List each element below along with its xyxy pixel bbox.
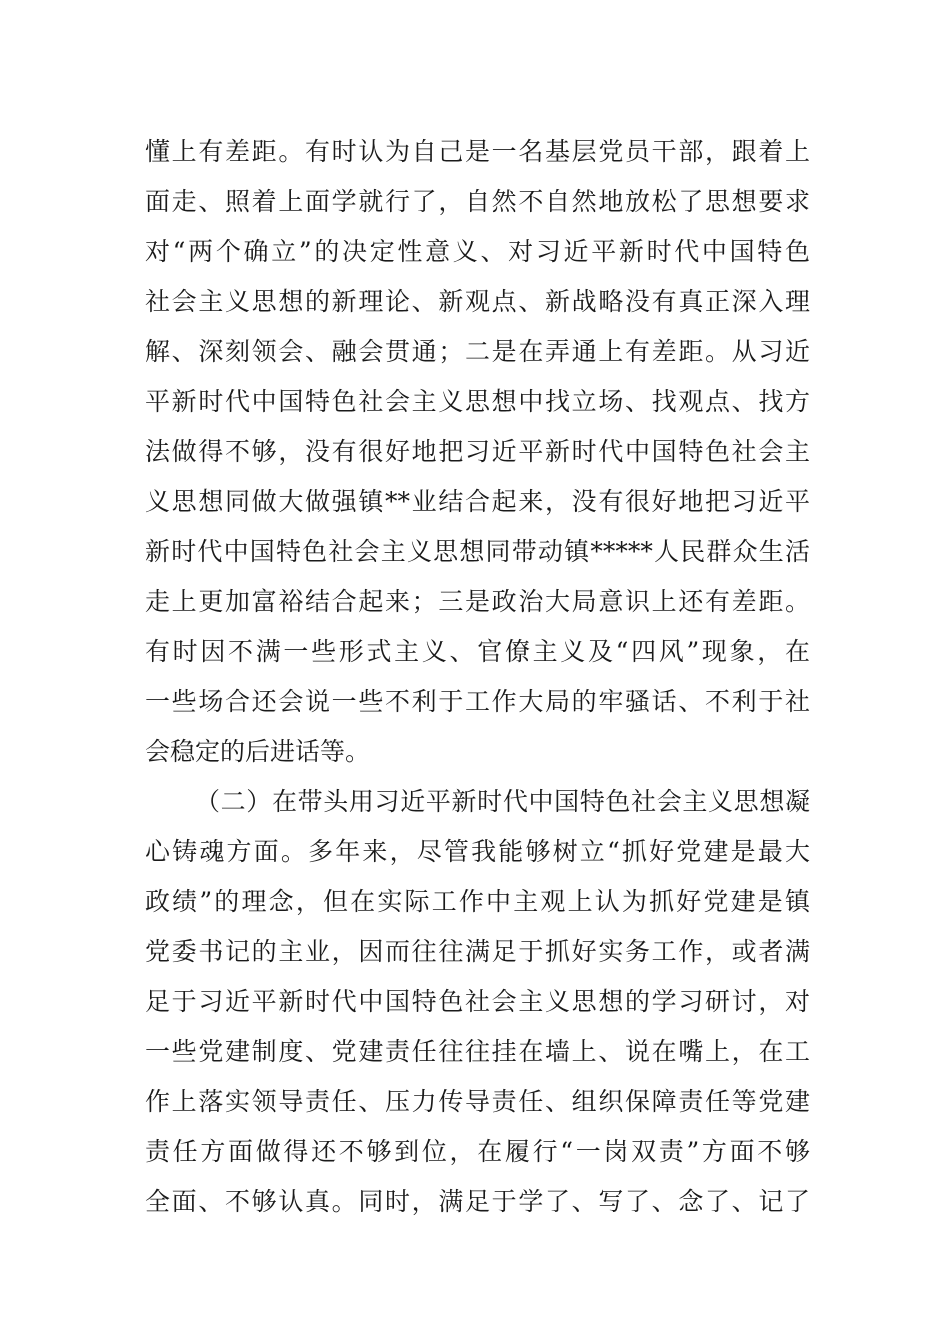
paragraph-1-line-12: 一些场合还会说一些不利于工作大局的牢骚话、不利于社	[145, 687, 810, 716]
paragraph-1-line-4: 社会主义思想的新理论、新观点、新战略没有真正深入理	[145, 287, 810, 316]
paragraph-1-line-7: 法做得不够，没有很好地把习近平新时代中国特色社会主	[145, 437, 810, 466]
paragraph-1-line-1: 懂上有差距。有时认为自己是一名基层党员干部，跟着上	[145, 137, 810, 166]
paragraph-2-line-5: 足于习近平新时代中国特色社会主义思想的学习研讨，对	[145, 987, 810, 1016]
paragraph-2-line-6: 一些党建制度、党建责任往往挂在墙上、说在嘴上，在工	[145, 1037, 810, 1066]
paragraph-1-line-2: 面走、照着上面学就行了，自然不自然地放松了思想要求	[145, 187, 810, 216]
paragraph-2-line-2: 心铸魂方面。多年来，尽管我能够树立“抓好党建是最大	[145, 837, 810, 866]
paragraph-2-line-9: 全面、不够认真。同时，满足于学了、写了、念了、记了	[145, 1187, 810, 1216]
paragraph-1-line-8: 义思想同做大做强镇**业结合起来，没有很好地把习近平	[145, 487, 810, 516]
paragraph-1-line-11: 有时因不满一些形式主义、官僚主义及“四风”现象，在	[145, 637, 810, 666]
paragraph-1-line-3: 对“两个确立”的决定性意义、对习近平新时代中国特色	[145, 237, 810, 266]
paragraph-1-line-10: 走上更加富裕结合起来；三是政治大局意识上还有差距。	[145, 587, 810, 616]
body-text	[145, 127, 810, 1227]
paragraph-1-line-6: 平新时代中国特色社会主义思想中找立场、找观点、找方	[145, 387, 810, 416]
paragraph-1-line-5: 解、深刻领会、融会贯通；二是在弄通上有差距。从习近	[145, 337, 810, 366]
paragraph-2-line-7: 作上落实领导责任、压力传导责任、组织保障责任等党建	[145, 1087, 810, 1116]
paragraph-1-line-9: 新时代中国特色社会主义思想同带动镇*****人民群众生活	[145, 537, 810, 566]
paragraph-2-line-8: 责任方面做得还不够到位，在履行“一岗双责”方面不够	[145, 1137, 810, 1166]
paragraph-2-line-1: （二）在带头用习近平新时代中国特色社会主义思想凝	[195, 787, 810, 816]
paragraph-1-line-13: 会稳定的后进话等。	[145, 737, 371, 766]
paragraph-2-line-4: 党委书记的主业，因而往往满足于抓好实务工作，或者满	[145, 937, 810, 966]
paragraph-2-line-3: 政绩”的理念，但在实际工作中主观上认为抓好党建是镇	[145, 887, 810, 916]
